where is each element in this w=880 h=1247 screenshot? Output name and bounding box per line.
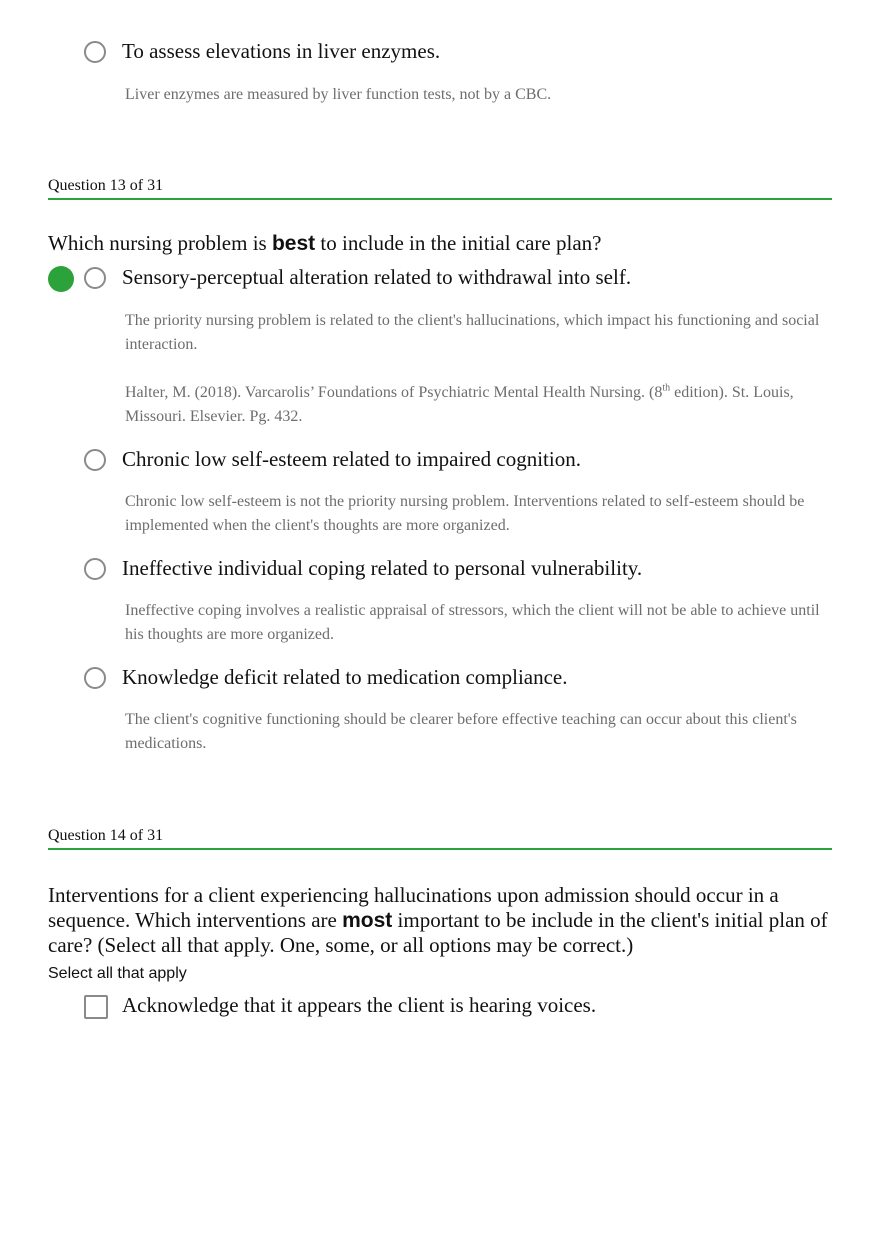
option-label: Chronic low self-esteem related to impaired cognition.	[122, 447, 581, 471]
prompt-emphasis: best	[271, 232, 316, 255]
reference-text-post: edition). St. Louis, Missouri. Elsevier. Pg. 432.	[125, 384, 794, 425]
option-label: Acknowledge that it appears the client is hearing voices.	[122, 993, 597, 1017]
prompt-emphasis: most	[342, 909, 393, 932]
option-feedback: Ineffective coping involves a realistic appraisal of stressors, which the client will not be able to achieve until his thoughts are more organized.	[125, 602, 820, 643]
option-feedback: The client's cognitive functioning should be clearer before effective teaching can occur about this client's medications.	[125, 711, 797, 752]
reference-superscript: th	[662, 382, 671, 394]
option-label: To assess elevations in liver enzymes.	[122, 39, 441, 63]
question-prompt	[48, 231, 838, 256]
checkbox[interactable]	[84, 995, 108, 1019]
option-label: Sensory-perceptual alteration related to withdrawal into self.	[122, 265, 632, 289]
radio-button[interactable]	[84, 41, 106, 63]
correct-answer-indicator-icon	[48, 266, 74, 292]
question-header: Question 14 of 31	[48, 826, 832, 850]
radio-button[interactable]	[84, 558, 106, 580]
radio-button[interactable]	[84, 449, 106, 471]
question-header: Question 13 of 31	[48, 176, 832, 200]
prompt-text-pre: Which nursing problem is	[48, 231, 272, 255]
option-feedback: The priority nursing problem is related to the client's hallucinations, which impact his functioning and social interaction.	[125, 312, 820, 353]
option-label: Ineffective individual coping related to personal vulnerability.	[122, 556, 643, 580]
select-all-instruction: Select all that apply	[48, 965, 187, 982]
radio-button[interactable]	[84, 667, 106, 689]
option-feedback: Liver enzymes are measured by liver function tests, not by a CBC.	[125, 86, 552, 103]
option-label: Knowledge deficit related to medication compliance.	[122, 665, 568, 689]
prompt-text-pre: Interventions for a client experiencing hallucinations upon admission should occur in a sequence. Which interventions are	[48, 883, 779, 932]
option-reference	[125, 381, 837, 429]
question-prompt	[48, 883, 838, 958]
radio-button[interactable]	[84, 267, 106, 289]
prompt-text-post: to include in the initial care plan?	[315, 231, 602, 255]
option-feedback: Chronic low self-esteem is not the priority nursing problem. Interventions related to self-esteem should be implemented when the client's thoughts are more organized.	[125, 493, 805, 534]
reference-text-pre: Halter, M. (2018). Varcarolis’ Foundations of Psychiatric Mental Health Nursing. (8	[125, 384, 663, 401]
prompt-text-post: important to be include in the client's initial plan of care? (Select all that apply. One, some, or all options may be correct.)	[48, 908, 828, 957]
